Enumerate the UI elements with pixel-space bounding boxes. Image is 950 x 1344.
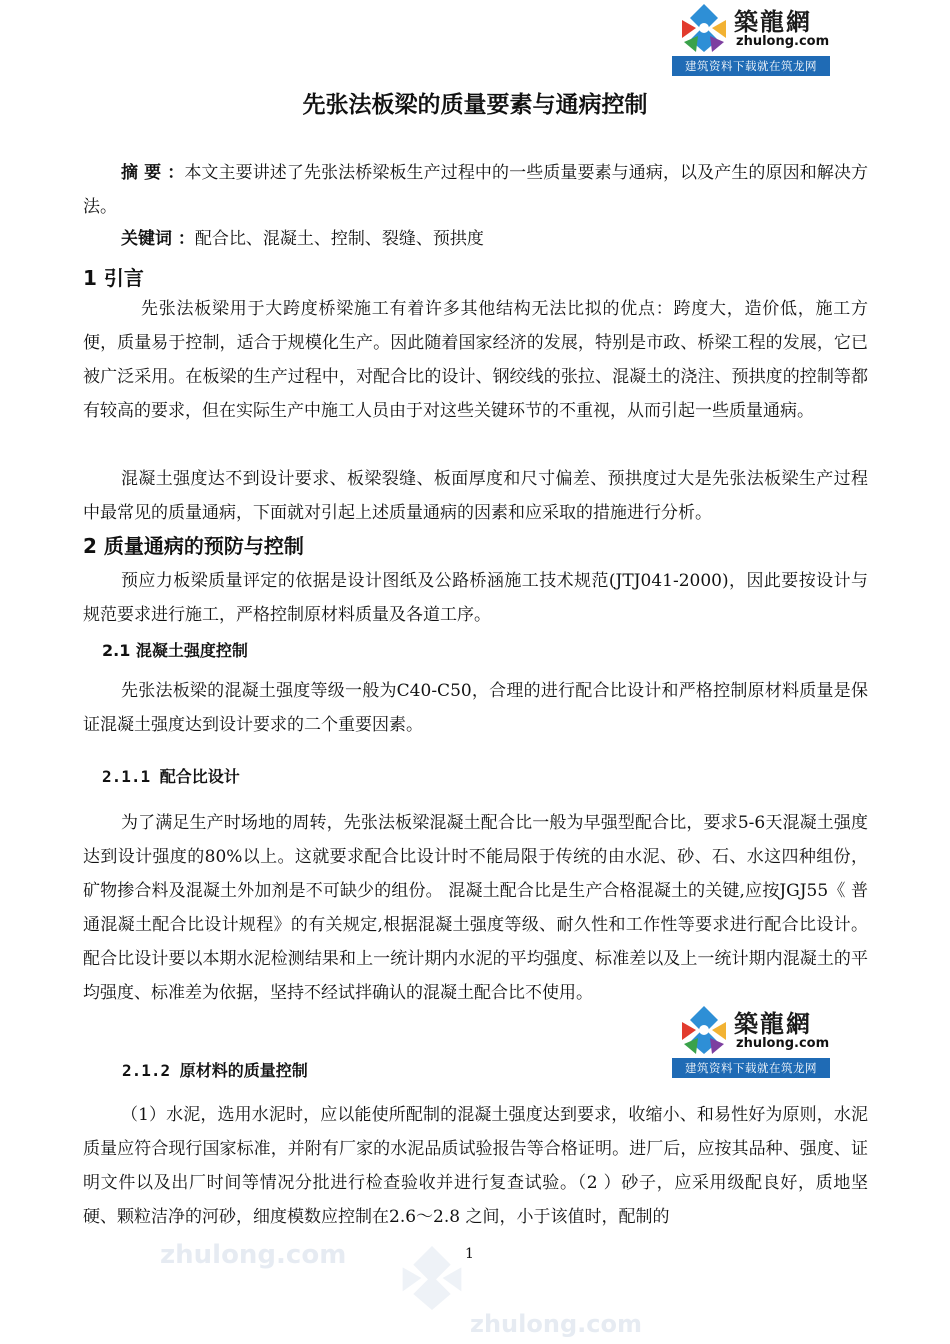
abstract: [83, 156, 868, 224]
inline-logo: [672, 1002, 832, 1080]
section-2-1-paragraph-1: 先张法板梁的混凝土强度等级一般为C40-C50，合理的进行配合比设计和严格控制原材料质量是保证混凝土强度达到设计要求的二个重要因素。: [83, 681, 868, 735]
section-2-1-1-heading: 2.1.1 配合比设计: [102, 767, 240, 786]
section-2-paragraph-1: 预应力板梁质量评定的依据是设计图纸及公路桥涵施工技术规范(JTJ041-2000)，因此要按设计与规范要求进行施工，严格控制原材料质量及各道工序。: [83, 571, 868, 625]
logo-slogan: 建筑资料下载就在筑龙网: [672, 56, 830, 76]
logo-mark-icon: [674, 2, 734, 54]
section-2-1-1-paragraph: 为了满足生产时场地的周转，先张法板梁混凝土配合比一般为早强型配合比，要求5-6天混凝土强度达到设计强度的80%以上。这就要求配合比设计时不能局限于传统的由水泥、砂、石、水这四种组份，矿物掺合料及混凝土外加剂是不可缺少的组份。 混凝土配合比是生产合格混凝土的关键,应按JGJ55《 普通混凝土配合比设计规程》的有关规定,根据混凝土强度等级、耐久性和工作性等要求进行配合比设计。配合比设计要以本期水泥检测结果和上一统计期内水泥的平均强度、标准差以及上一统计期内混凝土的平均强度、标准差为依据，坚持不经试拌确认的混凝土配合比不使用。: [83, 813, 868, 1003]
logo-slogan: 建筑资料下载就在筑龙网: [672, 1058, 830, 1078]
top-logo: [672, 0, 832, 78]
watermark-text: zhulong.com: [160, 1240, 347, 1270]
section-2-heading: 2 质量通病的预防与控制: [83, 534, 304, 558]
section-1-heading: 1 引言: [83, 266, 144, 290]
logo-name: 築龍網: [734, 1009, 812, 1038]
section-1-paragraph-2: 混凝土强度达不到设计要求、板梁裂缝、板面厚度和尺寸偏差、预拱度过大是先张法板梁生产过程中最常见的质量通病，下面就对引起上述质量通病的因素和应采取的措施进行分析。: [83, 469, 868, 523]
keywords-label: 关键词 ：: [121, 229, 195, 249]
logo-domain: zhulong.com: [736, 34, 830, 49]
keywords: [83, 222, 868, 256]
section-2-1-heading: 2.1 混凝土强度控制: [102, 641, 248, 660]
section-1-paragraph-1: 先张法板梁用于大跨度桥梁施工有着许多其他结构无法比拟的优点：跨度大，造价低，施工方便，质量易于控制，适合于规模化生产。因此随着国家经济的发展，特别是市政、桥梁工程的发展，它已被广泛采用。在板梁的生产过程中，对配合比的设计、钢绞线的张拉、混凝土的浇注、预拱度的控制等都有较高的要求，但在实际生产中施工人员由于对这些关键环节的不重视，从而引起一些质量通病。: [83, 299, 868, 421]
abstract-label: 摘 要 ：: [121, 163, 185, 183]
section-2-1-2-heading: 2.1.2 原材料的质量控制: [122, 1061, 308, 1080]
document-title: 先张法板梁的质量要素与通病控制: [302, 92, 648, 118]
section-2-1-2-paragraph: （1）水泥，选用水泥时，应以能使所配制的混凝土强度达到要求，收缩小、和易性好为原则，水泥质量应符合现行国家标准，并附有厂家的水泥品质试验报告等合格证明。进厂后，应按其品种、强度、证明文件以及出厂时间等情况分批进行检查验收并进行复查试验。（2 ）砂子，应采用级配良好，质地坚硬、颗粒洁净的河砂，细度模数应控制在2.6～2.8 之间，小于该值时，配制的: [83, 1105, 868, 1227]
watermark-logo-icon: [392, 1238, 472, 1318]
logo-mark-icon: [674, 1004, 734, 1056]
watermark-text: zhulong.com: [470, 1310, 642, 1338]
logo-domain: zhulong.com: [736, 1036, 830, 1051]
page-number: 1: [465, 1246, 474, 1262]
abstract-text: 本文主要讲述了先张法桥梁板生产过程中的一些质量要素与通病，以及产生的原因和解决方法。: [83, 163, 868, 217]
keywords-text: 配合比、混凝土、控制、裂缝、预拱度: [194, 229, 484, 249]
logo-name: 築龍網: [734, 7, 812, 36]
